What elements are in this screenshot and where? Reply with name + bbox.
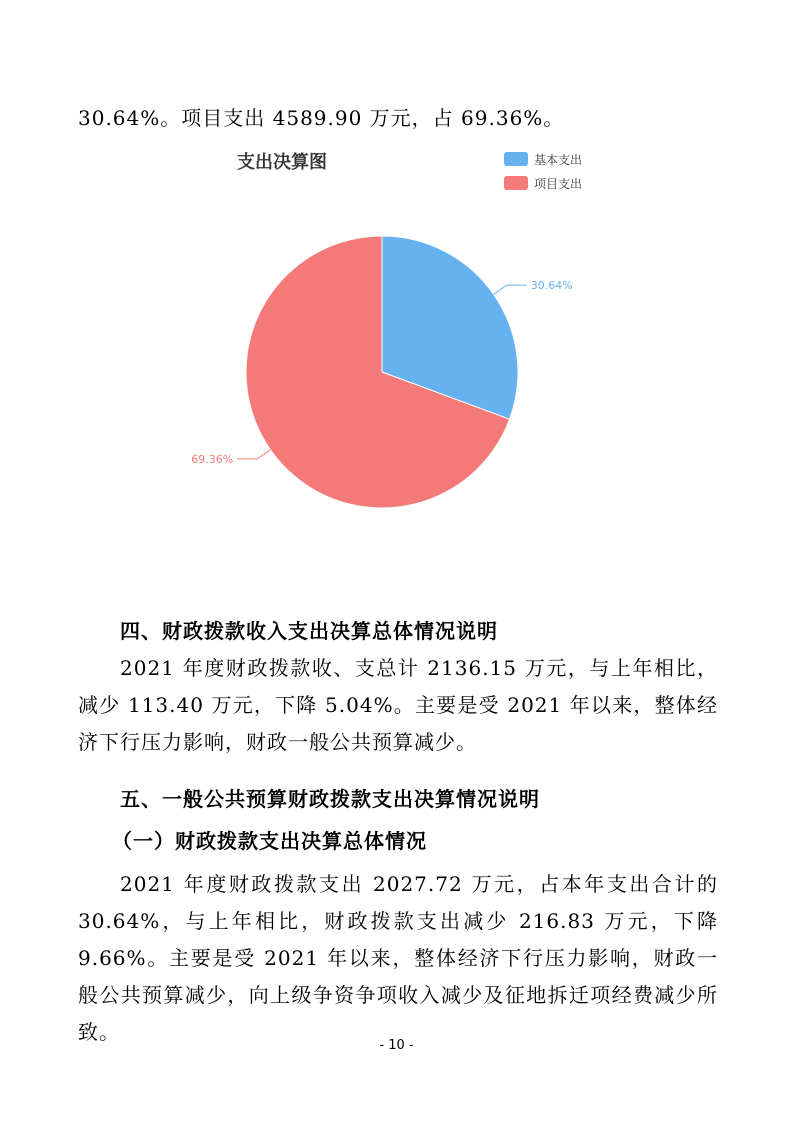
expenditure-pie-chart	[180, 138, 620, 528]
pie-label-1: 30.64%	[530, 279, 573, 293]
section5-heading: 五、一般公共预算财政拨款支出决算情况说明	[120, 787, 540, 811]
pie-label-line-1	[494, 285, 527, 294]
legend-swatch-1[interactable]	[504, 152, 528, 166]
pie-label-2: 69.36%	[191, 452, 234, 466]
legend-label-1[interactable]: 基本支出	[534, 153, 583, 167]
chart-title: 支出决算图	[237, 152, 327, 173]
section4-body: 2021 年度财政拨款收、支总计 2136.15 万元，与上年相比，减少 113.40 万元，下降 5.04%。主要是受 2021 年以来，整体经济下行压力影响，财政一般公共预算减少。	[78, 656, 718, 754]
section4-heading: 四、财政拨款收入支出决算总体情况说明	[120, 619, 498, 643]
chart-legend	[504, 152, 582, 191]
top-text: 30.64%。项目支出 4589.90 万元，占 69.36%。	[78, 106, 565, 130]
pie-slices	[246, 236, 518, 508]
pie-label-line-2	[237, 450, 270, 459]
section5-body: 2021 年度财政拨款支出 2027.72 万元，占本年支出合计的 30.64%，与上年相比，财政拨款支出减少 216.83 万元，下降 9.66%。主要是受 2021 年以来，整体经济下行压力影响，财政一般公共预算减少，向上级争资争项收入减少及征地拆迁项经费减少所致。	[78, 872, 718, 1044]
legend-swatch-2[interactable]	[504, 176, 528, 190]
section5-subheading: （一）财政拨款支出决算总体情况	[112, 829, 427, 853]
legend-label-2[interactable]: 项目支出	[534, 177, 583, 191]
page-number: - 10 -	[379, 1038, 414, 1053]
